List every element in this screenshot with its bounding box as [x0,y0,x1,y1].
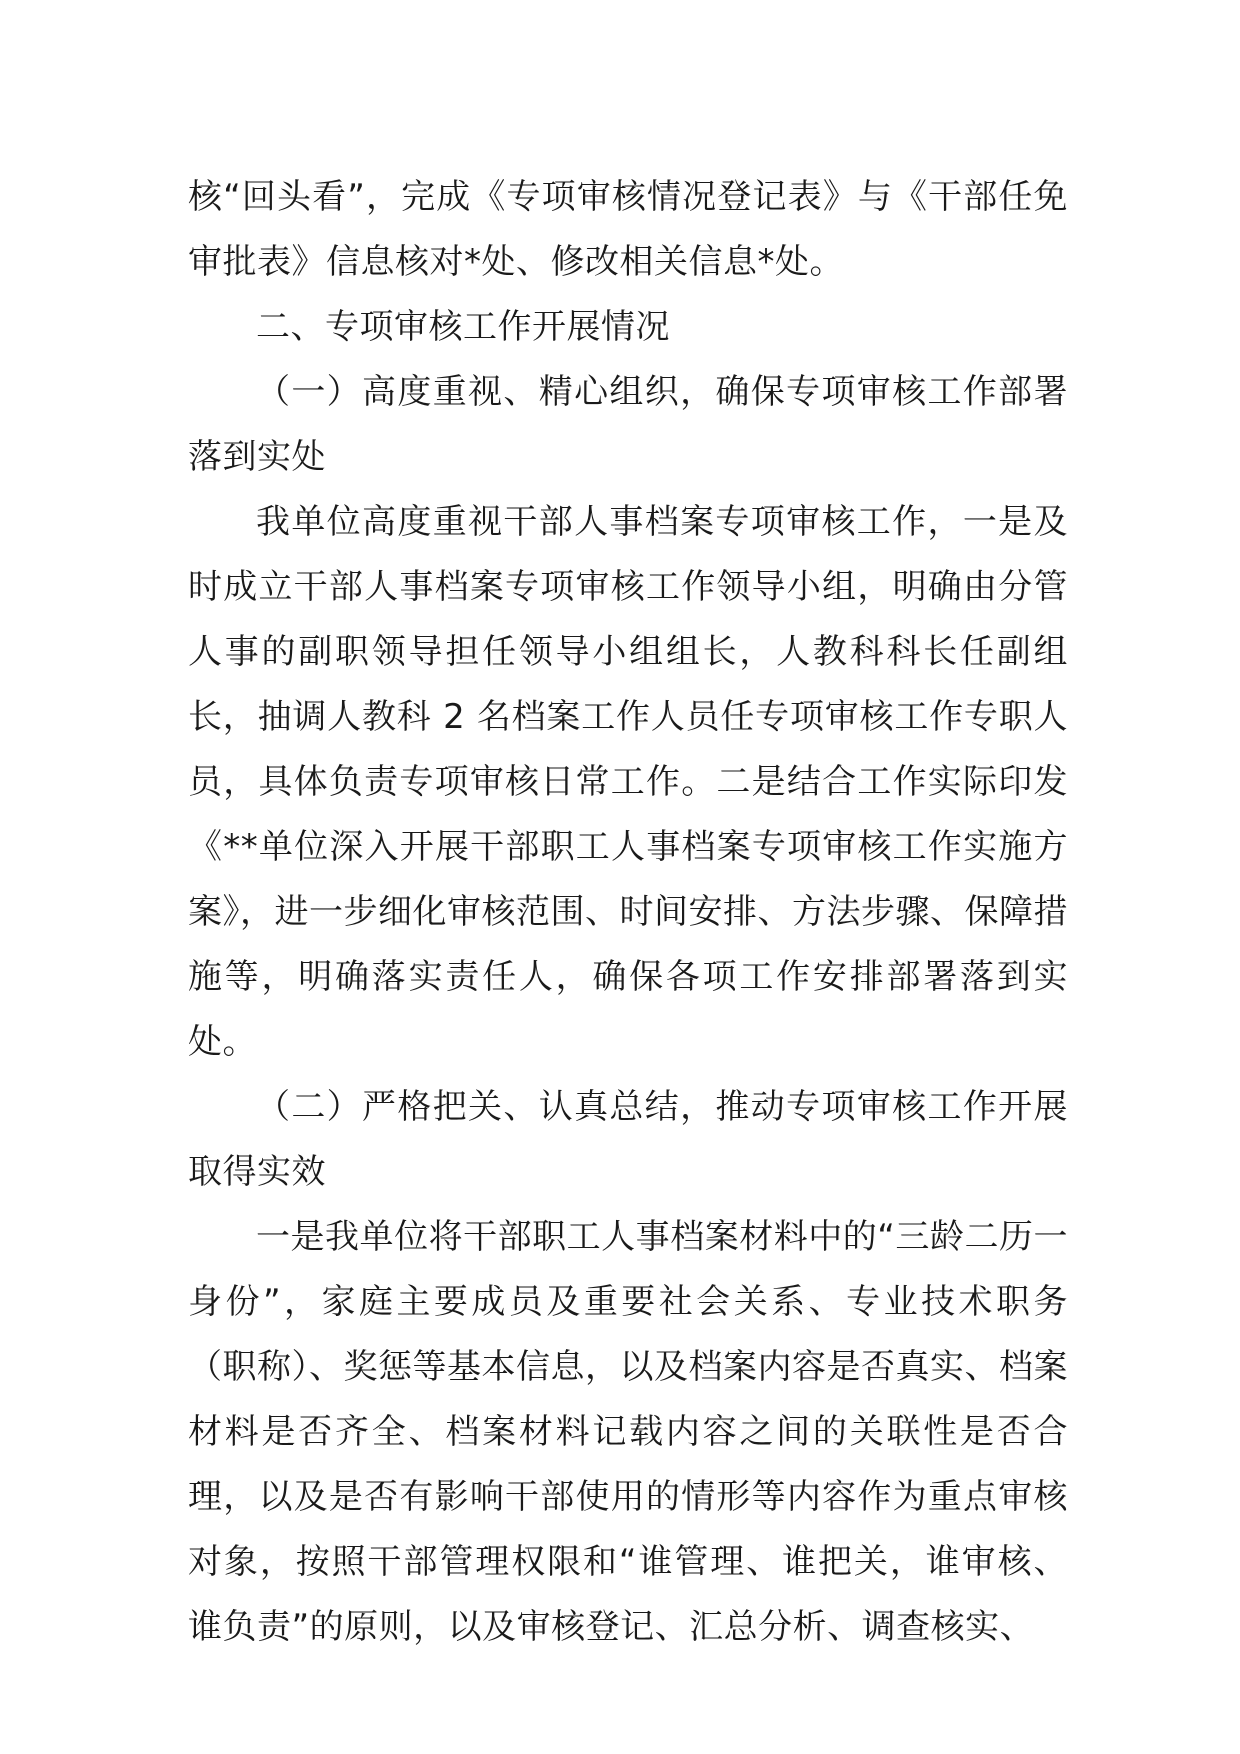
document-body [188,165,1068,1660]
body-paragraph-2: 一是我单位将干部职工人事档案材料中的“三龄二历一身份”，家庭主要成员及重要社会关系、专业技术职务（职称）、奖惩等基本信息，以及档案内容是否真实、档案材料是否齐全、档案材料记载内容之间的关联性是否合理，以及是否有影响干部使用的情形等内容作为重点审核对象，按照干部管理权限和“谁管理、谁把关，谁审核、谁负责”的原则，以及审核登记、汇总分析、调查核实、 [188,1217,1068,1647]
body-paragraph-1: 我单位高度重视干部人事档案专项审核工作，一是及时成立干部人事档案专项审核工作领导小组，明确由分管人事的副职领导担任领导小组组长，人教科科长任副组长，抽调人教科 2 名档案工作人员任专项审核工作专职人员，具体负责专项审核日常工作。二是结合工作实际印发《**单位深入开展干部职工人事档案专项审核工作实施方案》，进一步细化审核范围、时间安排、方法步骤、保障措施等，明确落实责任人，确保各项工作安排部署落到实处。 [188,502,1068,1062]
subsection-heading-2: （二）严格把关、认真总结，推动专项审核工作开展取得实效 [188,1087,1068,1192]
paragraph-continuation: 核“回头看”，完成《专项审核情况登记表》与《干部任免审批表》信息核对*处、修改相关信息*处。 [188,177,1068,282]
subsection-heading-1: （一）高度重视、精心组织，确保专项审核工作部署落到实处 [188,372,1068,477]
section-heading: 二、专项审核工作开展情况 [256,307,670,347]
